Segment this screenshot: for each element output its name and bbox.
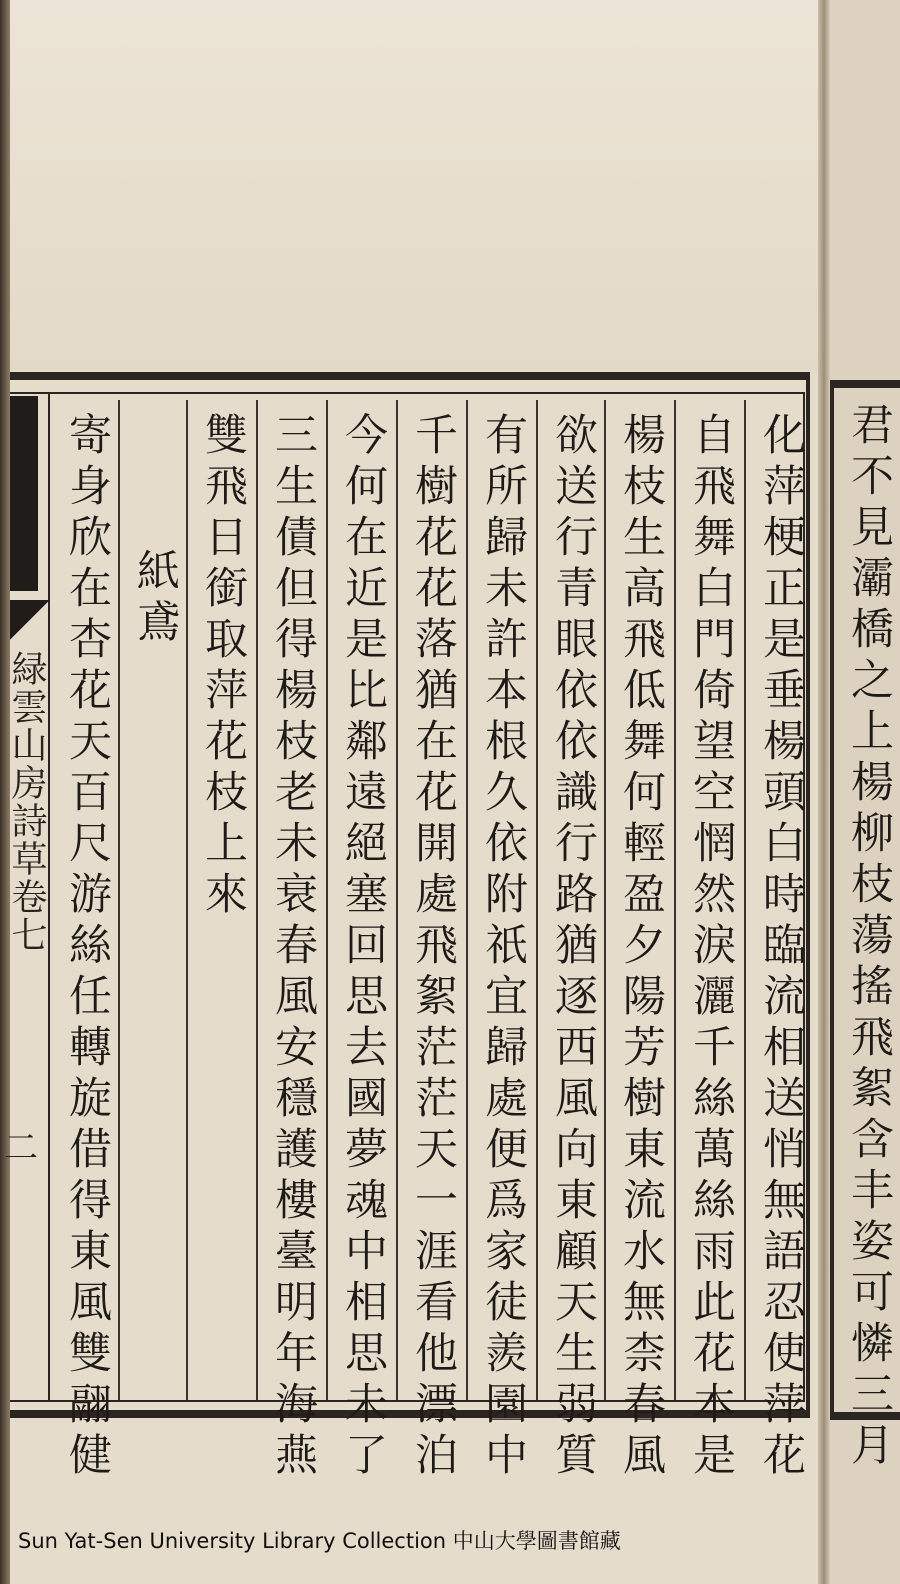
text-column-4: 欲送行青眼依依識行路猶逐西風向東顧天生弱質 [548, 412, 598, 1483]
column-rule [396, 400, 398, 1400]
text-column-7: 今何在近是比鄰遠絕塞回思去國夢魂中相思未了 [338, 412, 388, 1483]
collection-caption: Sun Yat-Sen University Library Collection 中山大學圖書館藏 [18, 1529, 621, 1553]
column-rule [536, 400, 538, 1400]
text-column-1: 化萍梗正是垂楊頭白時臨流相送悄無語忍使萍花 [756, 412, 806, 1483]
right-leaf-column: 君不見灞橋之上楊柳枝蕩搖飛絮含丰姿可憐三月 [844, 402, 894, 1473]
text-column-9: 雙飛日銜取萍花枝上來 [198, 412, 248, 922]
column-rule [256, 400, 258, 1400]
spine-page-number: 二 [4, 1128, 38, 1168]
fishtail-mark [10, 396, 38, 591]
column-rule [326, 400, 328, 1400]
text-column-3: 楊枝生高飛低舞何輕盈夕陽芳樹東流水無柰春風 [616, 412, 666, 1483]
text-column-2: 自飛舞白門倚望空惘然淚灑千絲萬絲雨此花本是 [686, 412, 736, 1483]
spine-title: 緑雲山房詩草卷七 [6, 650, 47, 954]
text-column-5: 有所歸未許本根久依附祇宜歸處便爲家徒羨園中 [478, 412, 528, 1483]
column-rule [674, 400, 676, 1400]
fishtail-mark-lower [10, 600, 50, 640]
column-rule [466, 400, 468, 1400]
poem-title: 紙鳶 [130, 548, 180, 650]
text-column-11: 寄身欣在杏花天百尺游絲任轉旋借得東風雙翮健 [62, 412, 112, 1483]
text-column-8: 三生債但得楊枝老未衰春風安穩護樓臺明年海燕 [268, 412, 318, 1483]
page-fold [818, 0, 830, 1584]
top-margin [10, 0, 818, 370]
column-rule [744, 400, 746, 1400]
text-column-6: 千樹花花落猶在花開處飛絮茫茫天一涯看他漂泊 [408, 412, 458, 1483]
